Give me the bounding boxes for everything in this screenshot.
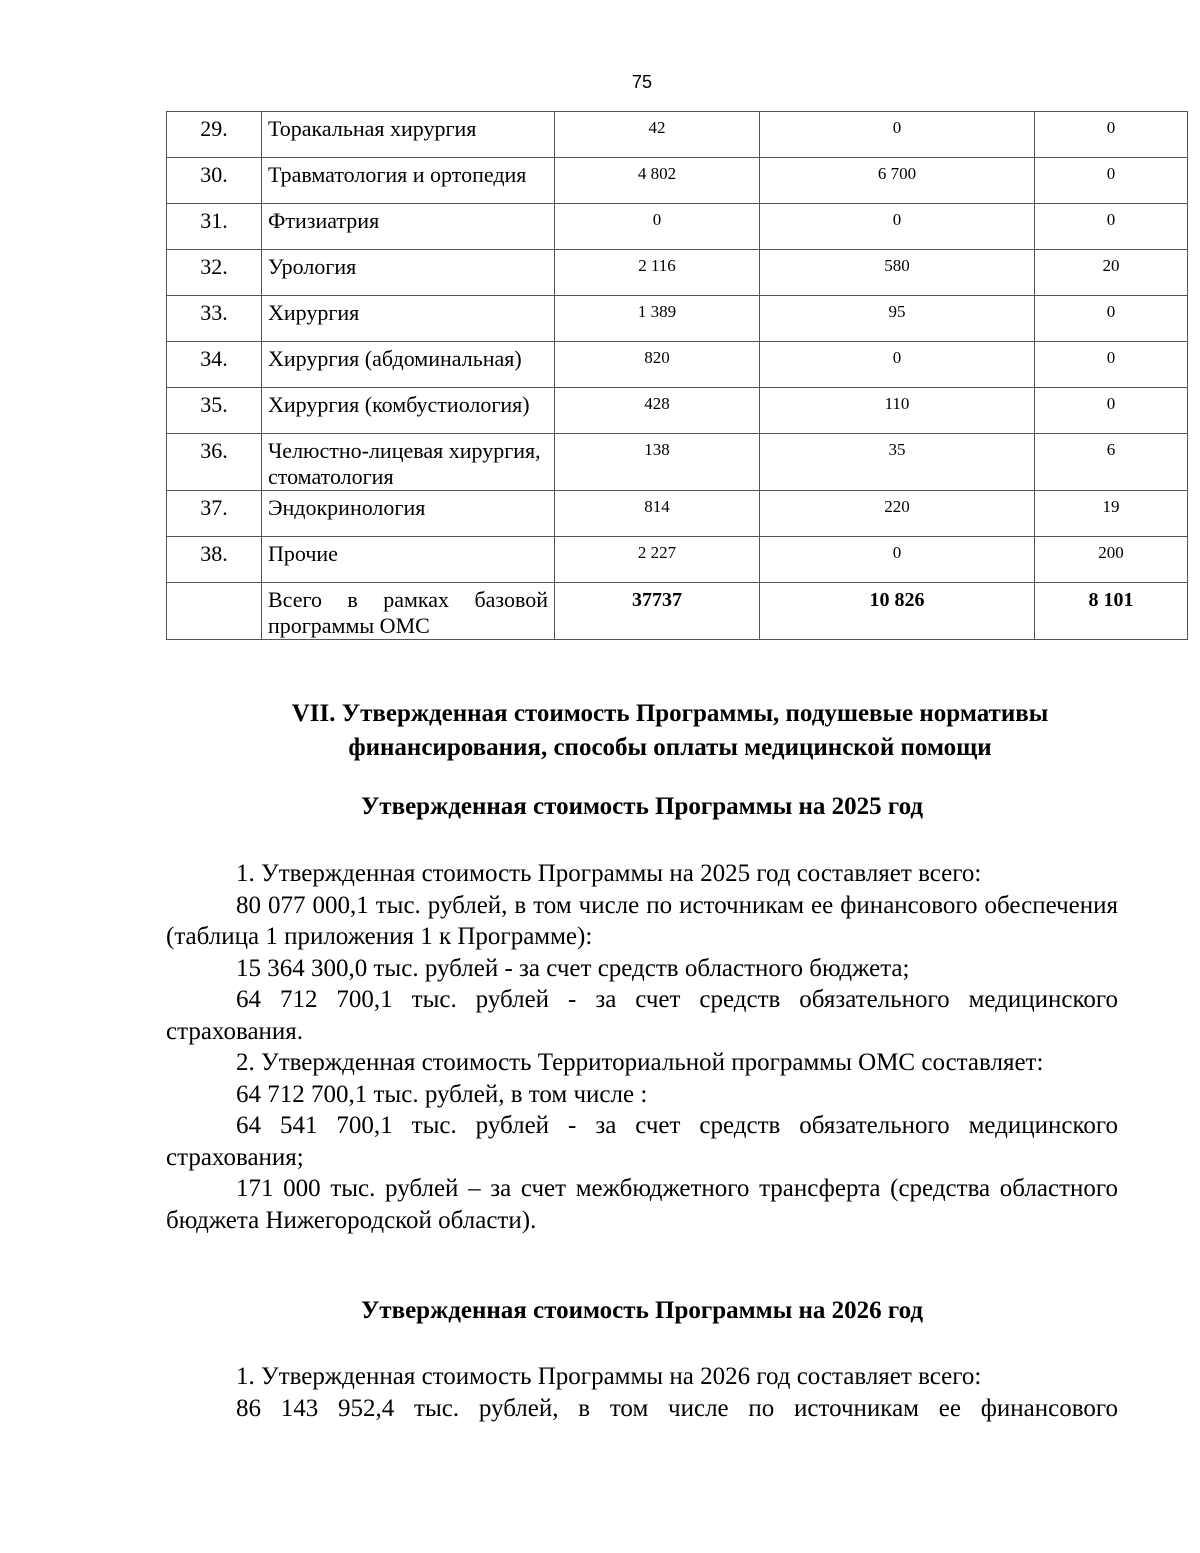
row-number-cell: 35.: [167, 388, 262, 434]
para-2025-6: 64 712 700,1 тыс. рублей, в том числе :: [236, 1080, 648, 1108]
row-name-cell: Фтизиатрия: [262, 204, 555, 250]
row-value-2-cell: 0: [760, 537, 1035, 583]
row-value-2-cell: 110: [760, 388, 1035, 434]
row-name-cell: Хирургия: [262, 296, 555, 342]
row-name-cell: Хирургия (абдоминальная): [262, 342, 555, 388]
row-name-cell: Хирургия (комбустиология): [262, 388, 555, 434]
row-value-1-cell: 2 116: [555, 250, 760, 296]
row-value-2-cell: 35: [760, 434, 1035, 491]
budget-table: [166, 111, 1188, 640]
budget-table-body: [167, 112, 1188, 640]
para-2025-3: 15 364 300,0 тыс. рублей - за счет средств областного бюджета;: [236, 954, 910, 982]
page-number: 75: [631, 72, 653, 92]
row-value-1-cell: 820: [555, 342, 760, 388]
row-value-1-cell: 138: [555, 434, 760, 491]
row-number-cell: 30.: [167, 158, 262, 204]
table-row: [167, 158, 1188, 204]
row-value-1-cell: 42: [555, 112, 760, 158]
row-value-3-cell: 0: [1035, 112, 1188, 158]
section-title-line1: VII. Утвержденная стоимость Программы, подушевые нормативы: [291, 700, 1049, 727]
para-2025-7: 64 541 700,1 тыс. рублей - за счет средств обязательного медицинского страхования;: [166, 1112, 1118, 1171]
row-number-cell: 32.: [167, 250, 262, 296]
table-total-row: [167, 583, 1188, 640]
row-value-1-cell: 0: [555, 204, 760, 250]
para-2025-4: 64 712 700,1 тыс. рублей - за счет средств обязательного медицинского страхования.: [166, 986, 1118, 1045]
row-value-3-cell: 20: [1035, 250, 1188, 296]
row-value-1-cell: 2 227: [555, 537, 760, 583]
section-title: [166, 697, 1174, 765]
para-2025-2: 80 077 000,1 тыс. рублей, в том числе по источникам ее финансового обеспечения (таблица 1 приложения 1 к Программе):: [166, 891, 1118, 950]
para-2025-5: 2. Утвержденная стоимость Территориальной программы ОМС составляет:: [236, 1049, 1044, 1076]
row-value-2-cell: 0: [760, 112, 1035, 158]
row-value-2-cell: 6 700: [760, 158, 1035, 204]
table-row: [167, 296, 1188, 342]
row-name-cell: Торакальная хирургия: [262, 112, 555, 158]
row-value-3-cell: 0: [1035, 204, 1188, 250]
table-row: [167, 250, 1188, 296]
row-value-3-cell: 0: [1035, 296, 1188, 342]
row-value-3-cell: 6: [1035, 434, 1188, 491]
row-name-cell: Челюстно-лицевая хирургия, стоматология: [262, 434, 555, 491]
row-value-3-cell: 0: [1035, 342, 1188, 388]
row-number-cell: 37.: [167, 491, 262, 537]
total-name-line2: программы ОМС: [268, 613, 430, 638]
row-value-1-cell: 4 802: [555, 158, 760, 204]
para-2025-1: 1. Утвержденная стоимость Программы на 2025 год составляет всего:: [236, 860, 982, 887]
row-value-3-cell: 19: [1035, 491, 1188, 537]
row-number-cell: 38.: [167, 537, 262, 583]
row-value-2-cell: 0: [760, 342, 1035, 388]
para-2025-8: 171 000 тыс. рублей – за счет межбюджетного трансферта (средства областного бюджета Нижегородской области).: [166, 1175, 1118, 1234]
row-value-1-cell: 428: [555, 388, 760, 434]
row-name-cell: Травматология и ортопедия: [262, 158, 555, 204]
section-title-line2: финансирования, способы оплаты медицинской помощи: [348, 734, 992, 761]
row-value-3-cell: 0: [1035, 158, 1188, 204]
row-name-cell: Эндокринология: [262, 491, 555, 537]
table-row: [167, 434, 1188, 491]
row-value-3-cell: 200: [1035, 537, 1188, 583]
row-value-3-cell: 0: [1035, 388, 1188, 434]
table-row: [167, 342, 1188, 388]
heading-2025: Утвержденная стоимость Программы на 2025 год: [360, 793, 924, 820]
row-value-2-cell: 220: [760, 491, 1035, 537]
total-num-cell: [167, 583, 262, 640]
table-row: [167, 204, 1188, 250]
total-value-1: 37737: [555, 583, 760, 640]
table-row: [167, 388, 1188, 434]
row-value-2-cell: 0: [760, 204, 1035, 250]
row-value-2-cell: 95: [760, 296, 1035, 342]
row-value-2-cell: 580: [760, 250, 1035, 296]
row-value-1-cell: 814: [555, 491, 760, 537]
row-number-cell: 31.: [167, 204, 262, 250]
table-row: [167, 537, 1188, 583]
row-number-cell: 33.: [167, 296, 262, 342]
row-name-cell: Прочие: [262, 537, 555, 583]
table-row: [167, 112, 1188, 158]
row-value-1-cell: 1 389: [555, 296, 760, 342]
para-2026-2: 86 143 952,4 тыс. рублей, в том числе по источникам ее финансового: [236, 1394, 1118, 1422]
row-name-cell: Урология: [262, 250, 555, 296]
total-value-2: 10 826: [760, 583, 1035, 640]
total-value-3: 8 101: [1035, 583, 1188, 640]
total-name-cell: [262, 583, 555, 640]
row-number-cell: 34.: [167, 342, 262, 388]
heading-2026: Утвержденная стоимость Программы на 2026 год: [360, 1297, 924, 1324]
row-number-cell: 36.: [167, 434, 262, 491]
para-2026-1: 1. Утвержденная стоимость Программы на 2026 год составляет всего:: [236, 1363, 982, 1390]
text-2025: [166, 858, 1118, 1236]
text-2026: [166, 1361, 1118, 1424]
total-name-line1: Всего в рамках базовой: [268, 587, 548, 612]
row-number-cell: 29.: [167, 112, 262, 158]
table-row: [167, 491, 1188, 537]
